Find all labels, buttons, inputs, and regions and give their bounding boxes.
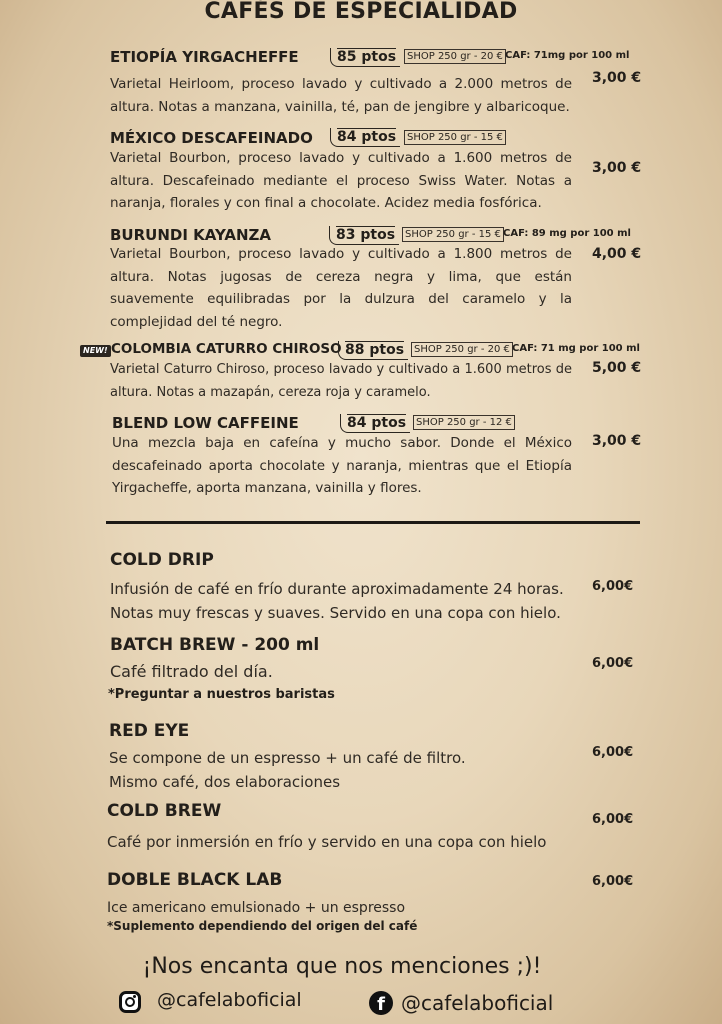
item-description: Varietal Caturro Chiroso, proceso lavado y cultivado a 1.600 metros de altura. Notas a mazapán, cereza roja y caramelo. (110, 362, 572, 400)
shop-price-tag: SHOP 250 gr - 15 € (404, 130, 506, 145)
points-badge: 88 ptos (338, 341, 408, 360)
item-price: 3,00 € (592, 433, 642, 449)
item-description: Café filtrado del día. (110, 662, 273, 681)
item-description: Se compone de un espresso + un café de filtro. (109, 749, 466, 767)
item-description: Café por inmersión en frío y servido en una copa con hielo (107, 833, 547, 851)
item-description: Infusión de café en frío durante aproximadamente 24 horas. (110, 580, 564, 598)
points-badge: 84 ptos (340, 414, 410, 433)
item-description: Varietal Heirloom, proceso lavado y cultivado a 2.000 metros de altura. Notas a manzana, vainilla, té, pan de jengibre y albaricoque. (110, 76, 572, 115)
item-note: *Preguntar a nuestros baristas (108, 687, 335, 702)
shop-price-tag: SHOP 250 gr - 20 € (411, 342, 513, 357)
points-badge: 85 ptos (330, 48, 400, 67)
item-price: 6,00€ (592, 812, 634, 827)
item-name: COLOMBIA CATURRO CHIROSO (111, 341, 342, 357)
item-name: RED EYE (109, 721, 190, 741)
item-price: 5,00 € (592, 360, 642, 376)
facebook-handle[interactable]: @cafelaboficial (401, 991, 554, 1015)
points-badge: 83 ptos (329, 226, 399, 245)
instagram-icon[interactable] (119, 991, 141, 1013)
item-description: Varietal Bourbon, proceso lavado y cultivado a 1.800 metros de altura. Notas jugosas de cereza negra y lima, que están suavemente equilibradas por la dulzura del caramelo y la complejidad del té negro. (110, 246, 572, 330)
item-price: 6,00€ (592, 579, 634, 594)
item-name: MÉXICO DESCAFEINADO (110, 129, 313, 147)
item-description: Una mezcla baja en cafeína y mucho sabor. Donde el México descafeinado aporta chocolate y naranja, mientras que el Etiopía Yirgacheffe, aporta manzana, vainilla y flores. (112, 435, 572, 496)
item-price: 3,00 € (592, 70, 642, 86)
item-price: 6,00€ (592, 874, 634, 889)
item-description: Mismo café, dos elaboraciones (109, 773, 341, 791)
item-name: BLEND LOW CAFFEINE (112, 414, 299, 432)
item-price: 3,00 € (592, 160, 642, 176)
caffeine-info: CAF: 71 mg por 100 ml (512, 343, 640, 354)
caffeine-info: CAF: 71mg por 100 ml (505, 50, 630, 61)
item-name: COLD BREW (107, 801, 222, 821)
points-badge: 84 ptos (330, 128, 400, 147)
item-name: ETIOPÍA YIRGACHEFFE (110, 48, 299, 66)
item-note: *Suplemento dependiendo del origen del café (107, 919, 418, 933)
footer-tagline: ¡Nos encanta que nos menciones ;)! (142, 954, 542, 979)
item-price: 6,00€ (592, 656, 634, 671)
page-title: CAFÉS DE ESPECIALIDAD (204, 0, 518, 24)
item-name: DOBLE BLACK LAB (107, 870, 283, 890)
item-price: 4,00 € (592, 246, 642, 262)
shop-price-tag: SHOP 250 gr - 20 € (404, 49, 506, 64)
item-name: BATCH BREW - 200 ml (110, 635, 320, 655)
facebook-icon[interactable]: f (369, 991, 393, 1015)
shop-price-tag: SHOP 250 gr - 15 € (402, 227, 504, 242)
caffeine-info: CAF: 89 mg por 100 ml (503, 228, 631, 239)
item-name: BURUNDI KAYANZA (110, 226, 272, 244)
shop-price-tag: SHOP 250 gr - 12 € (413, 415, 515, 430)
item-description: Notas muy frescas y suaves. Servido en una copa con hielo. (110, 604, 561, 622)
item-description: Ice americano emulsionado + un espresso (107, 900, 406, 916)
item-description: Varietal Bourbon, proceso lavado y cultivado a 1.600 metros de altura. Descafeinado mediante el proceso Swiss Water. Notas a naranja, florales y con final a chocolate. Acidez media fosfórica. (110, 150, 572, 211)
item-name: COLD DRIP (110, 550, 214, 570)
section-divider (106, 521, 640, 524)
instagram-handle[interactable]: @cafelaboficial (157, 989, 302, 1011)
new-badge: NEW! (80, 345, 111, 357)
item-price: 6,00€ (592, 745, 634, 760)
